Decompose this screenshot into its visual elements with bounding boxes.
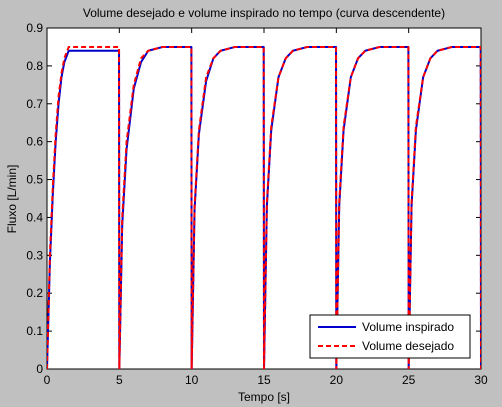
y-tick-label: 0.8: [26, 58, 43, 73]
x-tick-label: 0: [43, 373, 51, 387]
x-tick-label: 5: [115, 373, 123, 387]
legend: [310, 315, 470, 358]
y-tick-label: 0.5: [26, 172, 43, 187]
y-tick-label: 0: [36, 362, 43, 376]
legend-label-volume-desejado: Volume desejado: [362, 339, 455, 353]
y-tick-label: 0.2: [26, 286, 43, 301]
x-tick-label: 30: [474, 373, 488, 387]
legend-label-volume-inspirado: Volume inspirado: [362, 320, 455, 334]
y-axis-label: Fluxo [L/min]: [5, 164, 19, 234]
x-tick-label: 10: [184, 373, 199, 387]
x-tick-label: 20: [329, 373, 344, 387]
y-tick-label: 0.6: [26, 134, 43, 149]
y-tick-label: 0.4: [26, 210, 43, 225]
x-tick-label: 15: [257, 373, 271, 387]
y-tick-label: 0.7: [26, 96, 43, 111]
x-tick-label: 25: [401, 373, 416, 387]
y-tick-label: 0.3: [26, 248, 43, 263]
chart-title: Volume desejado e volume inspirado no tempo (curva descendente): [82, 6, 446, 20]
y-tick-label: 0.1: [26, 324, 43, 339]
y-tick-label: 0.9: [26, 21, 43, 35]
x-axis-label: Tempo [s]: [237, 390, 291, 404]
